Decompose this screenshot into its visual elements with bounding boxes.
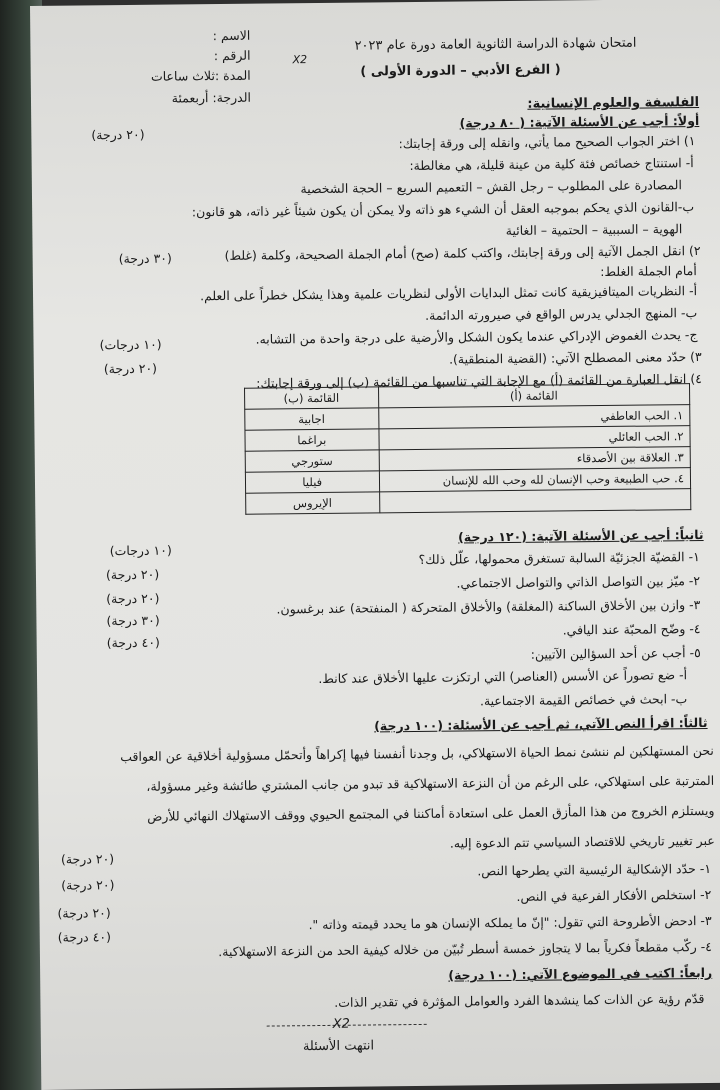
s1-q2b: ب- المنهج الجدلي يدرس الواقع في صيرورته الدائمة. <box>425 305 698 323</box>
table-cell: اجابية <box>245 408 379 430</box>
s3-q4-marks: (٤٠ درجة) <box>57 929 112 945</box>
s2-q2-marks: (٢٠ درجة) <box>105 566 160 583</box>
s3-text-line: المترتبة على استهلاكي، على الرغم من أن النزعة الاستهلاكية قد تبدو من جانب المشتري طائشة وغير مسؤولة، <box>146 772 715 794</box>
s3-q2: ٢- استخلص الأفكار الفرعية في النص. <box>516 886 712 904</box>
s3-q4: ٤- ركّب مقطعاً فكرياً بما لا يتجاوز خمسة أسطر تُبيّن من خلاله كيفية الحد من النزعة الاستهلاكية. <box>218 938 712 960</box>
s1-q1-marks: (٢٠ درجة) <box>91 126 145 143</box>
s3-text-line: ويستلزم الخروج من هذا المأزق العمل على استعادة أماكننا في المجتمع الحيوي ووقف الاستهلاك النهائي للأرض <box>147 802 715 824</box>
s1-q3-marks: (١٠ درجات) <box>99 336 162 353</box>
exam-subtitle: ( الفرع الأدبي – الدورة الأولى ) <box>360 62 561 80</box>
handwritten-mark: X2 <box>292 53 308 67</box>
table-cell <box>379 489 691 513</box>
s1-q2c: ج- يحدث الغموض الإدراكي عندما يكون الشكل والأرضية على درجة واحدة من التشابه. <box>255 327 698 347</box>
s2-q1-marks: (١٠ درجات) <box>109 542 172 559</box>
s1-q1b: ب-القانون الذي يحكم بموجبه العقل أن الشيء هو ذاته ولا يمكن أن يكون شيئاً غير ذاته، هو قانون: <box>191 199 695 220</box>
grade-label: الدرجة: أربعمئة <box>171 89 252 106</box>
s1-q3: ٣) حدّد معنى المصطلح الآتي: (القضية المنطقية). <box>448 348 702 367</box>
end-of-questions: انتهت الأسئلة <box>302 1038 375 1055</box>
table-cell: فيليا <box>245 471 379 493</box>
s2-q2: ٢- ميّز بين التواصل الذاتي والتواصل الاجتماعي. <box>456 573 701 591</box>
section3-heading: ثالثاً: اقرأ النص الآتي، ثم أجب عن الأسئلة: (١٠٠ درجة) <box>374 714 708 734</box>
s1-q2-cont: أمام الجملة الغلط: <box>600 263 697 280</box>
name-label: الاسم : <box>212 27 251 44</box>
s3-text-line: نحن المستهلكين لم ننشئ نمط الحياة الاستهلاكي، بل وجدنا أنفسنا فيها إكراهاً وأتحمّل مسؤولية أخلاقية عن العواقب <box>120 742 714 765</box>
s1-q1: ١) اختر الجواب الصحيح مما يأتي، وانقله إلى ورقة إجابتك: <box>398 133 696 152</box>
column-b-header: القائمة (ب) <box>245 387 379 409</box>
exam-title: امتحان شهادة الدراسة الثانوية العامة دورة عام ٢٠٢٣ <box>354 35 637 54</box>
duration-label: المدة :ثلاث ساعات <box>150 67 251 84</box>
s1-q2: ٢) انقل الجمل الآتية إلى ورقة إجابتك، واكتب كلمة (صح) أمام الجملة الصحيحة، وكلمة (غلط) <box>224 242 701 263</box>
exam-paper <box>30 0 720 1090</box>
s4-text: قدّم رؤية عن الذات كما ينشدها الفرد والعوامل المؤثرة في تقدير الذات. <box>334 990 705 1010</box>
column-a-header: القائمة (أ) <box>378 384 690 408</box>
s1-q1b-options: الهوية – السببية – الحتمية – الغائية <box>505 221 683 239</box>
s3-q2-marks: (٢٠ درجة) <box>61 877 115 893</box>
section1-heading: أولاً: أجب عن الأسئلة الآتية: ( ٨٠ درجة) <box>459 112 700 131</box>
table-cell: ٢. الحب العائلي <box>378 426 690 450</box>
s3-text-line: عبر تغيير تاريخي للاقتصاد السياسي تتم الدعوة إليه. <box>449 832 715 851</box>
table-cell: ٤. حب الطبيعة وحب الإنسان لله وحب الله للإنسان <box>379 468 691 492</box>
table-row <box>246 489 691 515</box>
s2-q3-marks: (٢٠ درجة) <box>106 590 160 607</box>
matching-table <box>244 383 691 515</box>
s2-q5-marks: (٤٠ درجة) <box>106 634 160 651</box>
number-label: الرقم : <box>213 47 251 64</box>
s1-q2-marks: (٣٠ درجة) <box>118 250 172 267</box>
s2-q4: ٤- وضّح المحبّة عند اليافي. <box>562 621 701 638</box>
s3-q1: ١- حدّد الإشكالية الرئيسية التي يطرحها النص. <box>477 860 712 879</box>
s2-q1: ١- القضيّة الجزئيّة السالبة تستغرق محمولها، علّل ذلك؟ <box>418 549 700 567</box>
table-cell: براغما <box>245 429 379 451</box>
section2-heading: ثانياً: أجب عن الأسئلة الآتية: (١٢٠ درجة) <box>458 526 704 545</box>
s1-q4-marks: (٢٠ درجة) <box>103 360 158 377</box>
table-cell: ١. الحب العاطفي <box>378 405 690 429</box>
s1-q2a: أ- النظريات الميتافيزيقية كانت تمثل البدايات الأولى لنظريات علمية وهذا يشكل خطراً على العلم. <box>199 283 698 304</box>
s3-q3: ٣- ادحض الأطروحة التي تقول: "إنّ ما يملكه الإنسان هو ما يحدد قيمته وذاته ". <box>308 912 712 933</box>
s2-q3: ٣- وازن بين الأخلاق الساكنة (المغلقة) والأخلاق المتحركة ( المنفتحة) عند برغسون. <box>276 597 701 617</box>
footer-handwritten-mark: X2 <box>332 1016 350 1032</box>
s3-q3-marks: (٢٠ درجة) <box>57 905 111 921</box>
s2-q5a: أ- ضع تصوراً عن الأسس (العناصر) التي ارتكزت عليها الأخلاق عند كانط. <box>318 667 688 687</box>
s1-q1a-options: المصادرة على المطلوب – رجل القش – التعميم السريع – الحجة الشخصية <box>300 177 682 197</box>
s1-q4: ٤) انقل العبارة من القائمة (أ) مع الإجابة التي تناسبها من القائمة (ب) إلى ورقة إجابتك: <box>256 370 703 391</box>
table-cell: ستورجي <box>245 450 379 472</box>
s2-q4-marks: (٣٠ درجة) <box>106 612 160 629</box>
table-cell: الإيروس <box>246 492 380 514</box>
table-cell: ٣. العلاقة بين الأصدقاء <box>379 447 691 471</box>
section4-heading: رابعاً: اكتب في الموضوع الآتي: (١٠٠ درجة) <box>448 964 713 983</box>
s2-q5b: ب- ابحث في خصائص القيمة الاجتماعية. <box>479 691 688 709</box>
subject-title: الفلسفة والعلوم الإنسانية: <box>527 94 700 112</box>
s2-q5: ٥- أجب عن أحد السؤالين الآتيين: <box>530 645 701 662</box>
s3-q1-marks: (٢٠ درجة) <box>60 851 115 867</box>
s1-q1a: أ- استنتاج خصائص فئة كلية من عينة قليلة، هي مغالطة: <box>409 155 694 174</box>
